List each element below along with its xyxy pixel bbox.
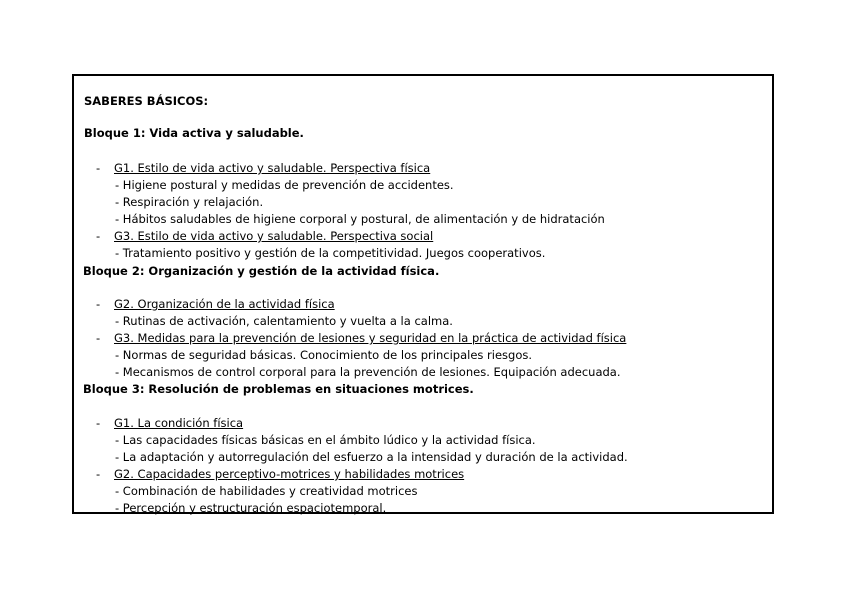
block-2-group-2-item-2: - Mecanismos de control corporal para la prevención de lesiones. Equipación adecuada. <box>115 365 621 379</box>
block-3-group-1-bullet: - <box>96 416 101 430</box>
block-3-group-1-item-1: - Las capacidades físicas básicas en el ámbito lúdico y la actividad física. <box>115 433 536 447</box>
block-2-heading: Bloque 2: Organización y gestión de la actividad física. <box>83 264 440 278</box>
block-1-group-1-label: G1. Estilo de vida activo y saludable. Perspectiva física <box>114 161 431 175</box>
saberes-basicos-box <box>72 74 774 514</box>
block-3-group-2-bullet: - <box>96 467 101 481</box>
section-title: SABERES BÁSICOS: <box>84 94 209 108</box>
block-3-group-1-item-2: - La adaptación y autorregulación del esfuerzo a la intensidad y duración de la actividad. <box>115 450 628 464</box>
block-1-group-2-item-1: - Tratamiento positivo y gestión de la competitividad. Juegos cooperativos. <box>115 246 546 260</box>
block-2-group-2-bullet: - <box>96 331 101 345</box>
block-1-group-1-item-3: - Hábitos saludables de higiene corporal y postural, de alimentación y de hidratación <box>115 212 605 226</box>
block-3-group-2-label: G2. Capacidades perceptivo-motrices y habilidades motrices <box>114 467 465 481</box>
block-1-group-2-label: G3. Estilo de vida activo y saludable. Perspectiva social <box>114 229 434 243</box>
block-3-group-2-item-2: - Percepción y estructuración espaciotemporal. <box>115 501 387 515</box>
block-1-group-1-item-1: - Higiene postural y medidas de prevención de accidentes. <box>115 178 454 192</box>
block-1-group-1-item-2: - Respiración y relajación. <box>115 195 264 209</box>
block-2-group-2-item-1: - Normas de seguridad básicas. Conocimiento de los principales riesgos. <box>115 348 533 362</box>
block-1-group-2-bullet: - <box>96 229 101 243</box>
block-2-group-1-item-1: - Rutinas de activación, calentamiento y vuelta a la calma. <box>115 314 453 328</box>
block-3-heading: Bloque 3: Resolución de problemas en situaciones motrices. <box>83 382 474 396</box>
block-3-group-1-label: G1. La condición física <box>114 416 244 430</box>
block-3-group-2-item-1: - Combinación de habilidades y creatividad motrices <box>115 484 418 498</box>
block-2-group-2-label: G3. Medidas para la prevención de lesiones y seguridad en la práctica de actividad física <box>114 331 627 345</box>
block-1-group-1-bullet: - <box>96 161 101 175</box>
block-2-group-1-label: G2. Organización de la actividad física <box>114 297 335 311</box>
block-1-heading: Bloque 1: Vida activa y saludable. <box>84 126 304 140</box>
block-2-group-1-bullet: - <box>96 297 101 311</box>
